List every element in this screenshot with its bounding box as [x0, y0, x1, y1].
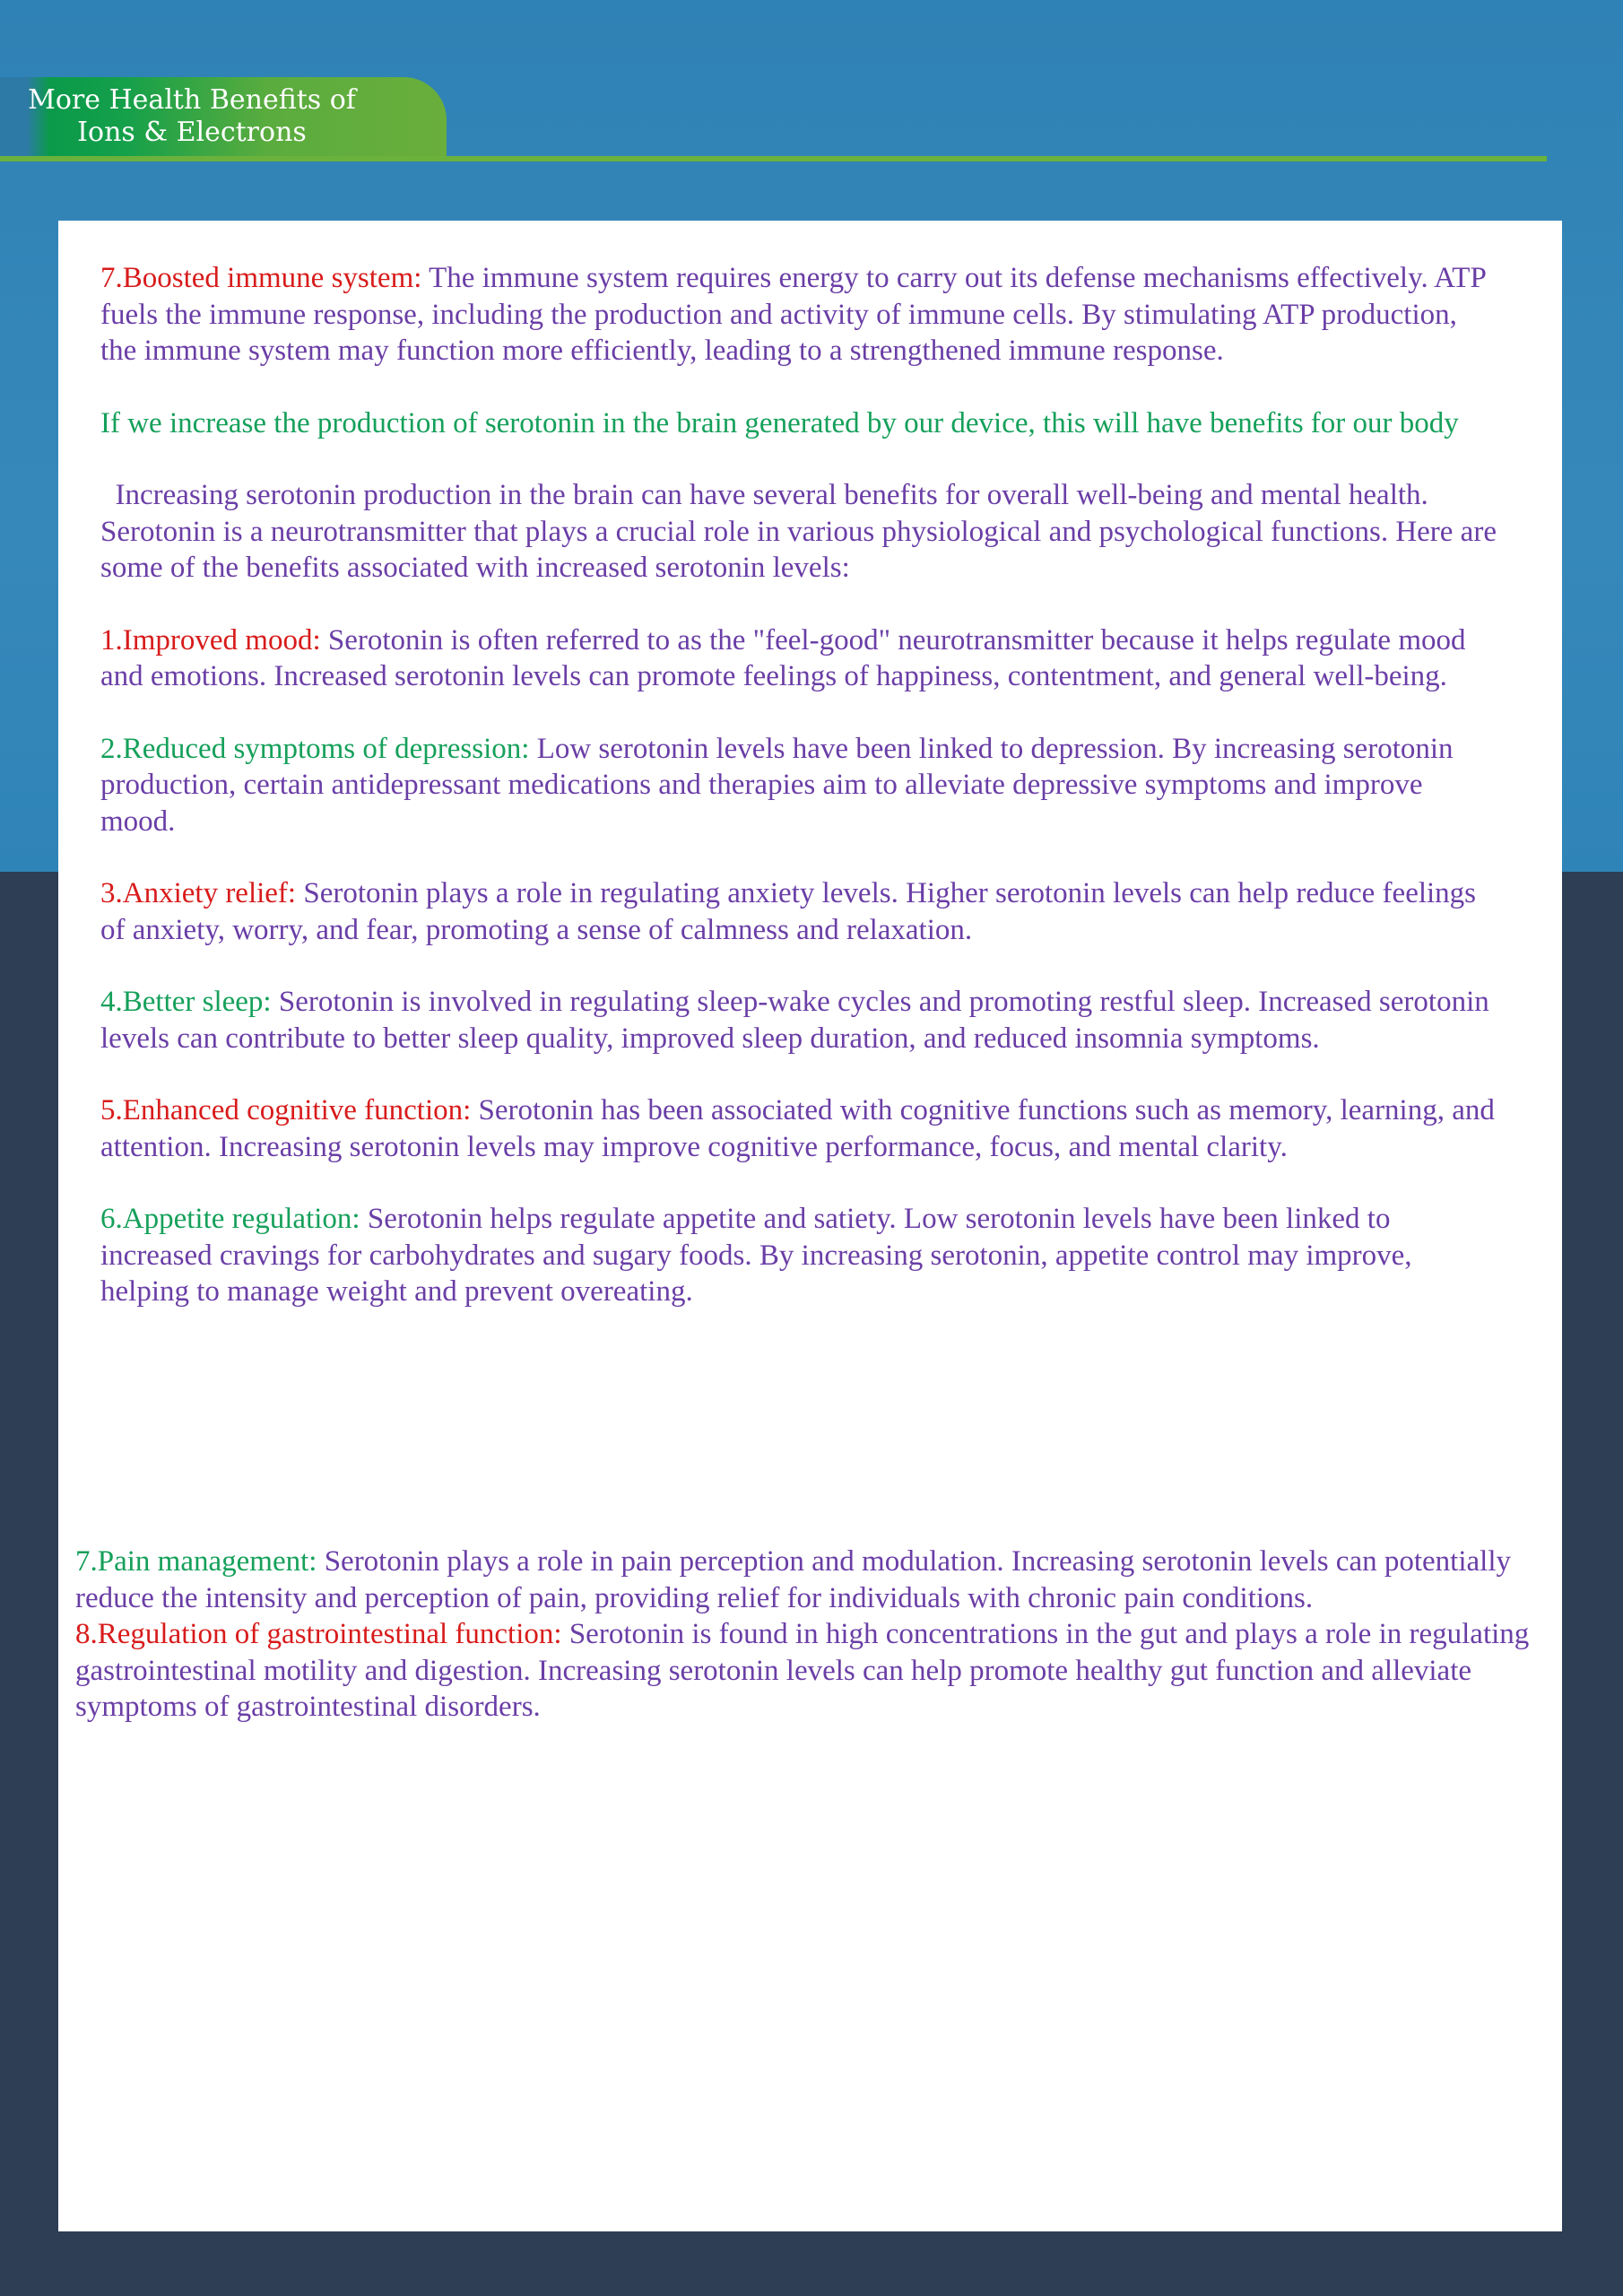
item-label: 3.Anxiety relief: — [100, 877, 297, 909]
benefit-item-7 — [75, 1544, 1546, 1616]
item-text: Serotonin plays a role in pain perception and modulation. Increasing serotonin levels can potentially reduce the intensity and perception of pain, providing relief for individuals with chronic pain conditions. — [75, 1545, 1511, 1614]
item-label: 8.Regulation of gastrointestinal function: — [75, 1618, 562, 1650]
header-underline — [0, 156, 1547, 161]
benefit-item-2 — [100, 731, 1499, 840]
item-label: 1.Improved mood: — [100, 623, 321, 657]
page-title-line2: Ions & Electrons — [77, 117, 307, 148]
item-label: 5.Enhanced cognitive function: — [100, 1094, 472, 1126]
item-label: 2.Reduced symptoms of depression: — [100, 732, 530, 765]
item-text: Serotonin has been associated with cognitive functions such as memory, learning, and attention. Increasing serotonin levels may improve cognitive performance, focus, and mental clarity. — [100, 1094, 1495, 1163]
item-text: Serotonin is often referred to as the "feel-good" neurotransmitter because it helps regulate mood and emotions. Increased serotonin levels can promote feelings of happiness, contentment, and general well-being. — [100, 623, 1466, 692]
article-body-continued — [75, 1544, 1546, 1726]
item-label: 7.Boosted immune system: — [100, 262, 422, 294]
item-label: 7.Pain management: — [75, 1545, 317, 1578]
serotonin-heading: If we increase the production of serotonin in the brain generated by our device, this will have benefits for our body — [100, 406, 1459, 439]
serotonin-intro-text: Increasing serotonin production in the brain can have several benefits for overall well-being and mental health. Serotonin is a neurotransmitter that plays a crucial role in various physiological and psychological functions. Here are some of the benefits associated with increased serotonin levels: — [100, 479, 1505, 584]
item-text: Serotonin plays a role in regulating anxiety levels. Higher serotonin levels can help reduce feelings of anxiety, worry, and fear, promoting a sense of calmness and relaxation. — [100, 877, 1477, 946]
benefit-item-4 — [100, 984, 1499, 1057]
item-label: 6.Appetite regulation: — [100, 1203, 360, 1235]
item-text: The immune system requires energy to carry out its defense mechanisms effectively. ATP fuels the immune response, including the production and activity of immune cells. By stimulating ATP production, the immune system may function more efficiently, leading to a strengthened immune response. — [100, 262, 1486, 367]
benefit-item-6 — [100, 1201, 1499, 1310]
item-text: Serotonin is involved in regulating sleep-wake cycles and promoting restful sleep. Increased serotonin levels can contribute to better sleep quality, improved sleep duration, and reduced insomnia symptoms. — [100, 986, 1489, 1055]
item-text: Serotonin is found in high concentrations in the gut and plays a role in regulating gastrointestinal motility and digestion. Increasing serotonin levels can help promote healthy gut function and alleviate symptoms of gastrointestinal disorders. — [75, 1618, 1530, 1723]
page-title-line1: More Health Benefits of — [28, 84, 356, 116]
paragraph-immune-system — [100, 260, 1499, 370]
benefit-item-1 — [100, 622, 1499, 695]
benefit-item-3 — [100, 875, 1499, 948]
benefit-item-8 — [75, 1616, 1546, 1726]
article-body — [100, 260, 1505, 1346]
item-text: Serotonin helps regulate appetite and satiety. Low serotonin levels have been linked to increased cravings for carbohydrates and sugary foods. By increasing serotonin, appetite control may improve, helping to manage weight and prevent overeating. — [100, 1203, 1412, 1308]
benefit-item-5 — [100, 1092, 1499, 1165]
item-text: Low serotonin levels have been linked to depression. By increasing serotonin production, certain antidepressant medications and therapies aim to alleviate depressive symptoms and improve mood. — [100, 732, 1454, 838]
item-label: 4.Better sleep: — [100, 986, 272, 1018]
serotonin-intro — [100, 477, 1505, 587]
page-title — [13, 84, 371, 149]
